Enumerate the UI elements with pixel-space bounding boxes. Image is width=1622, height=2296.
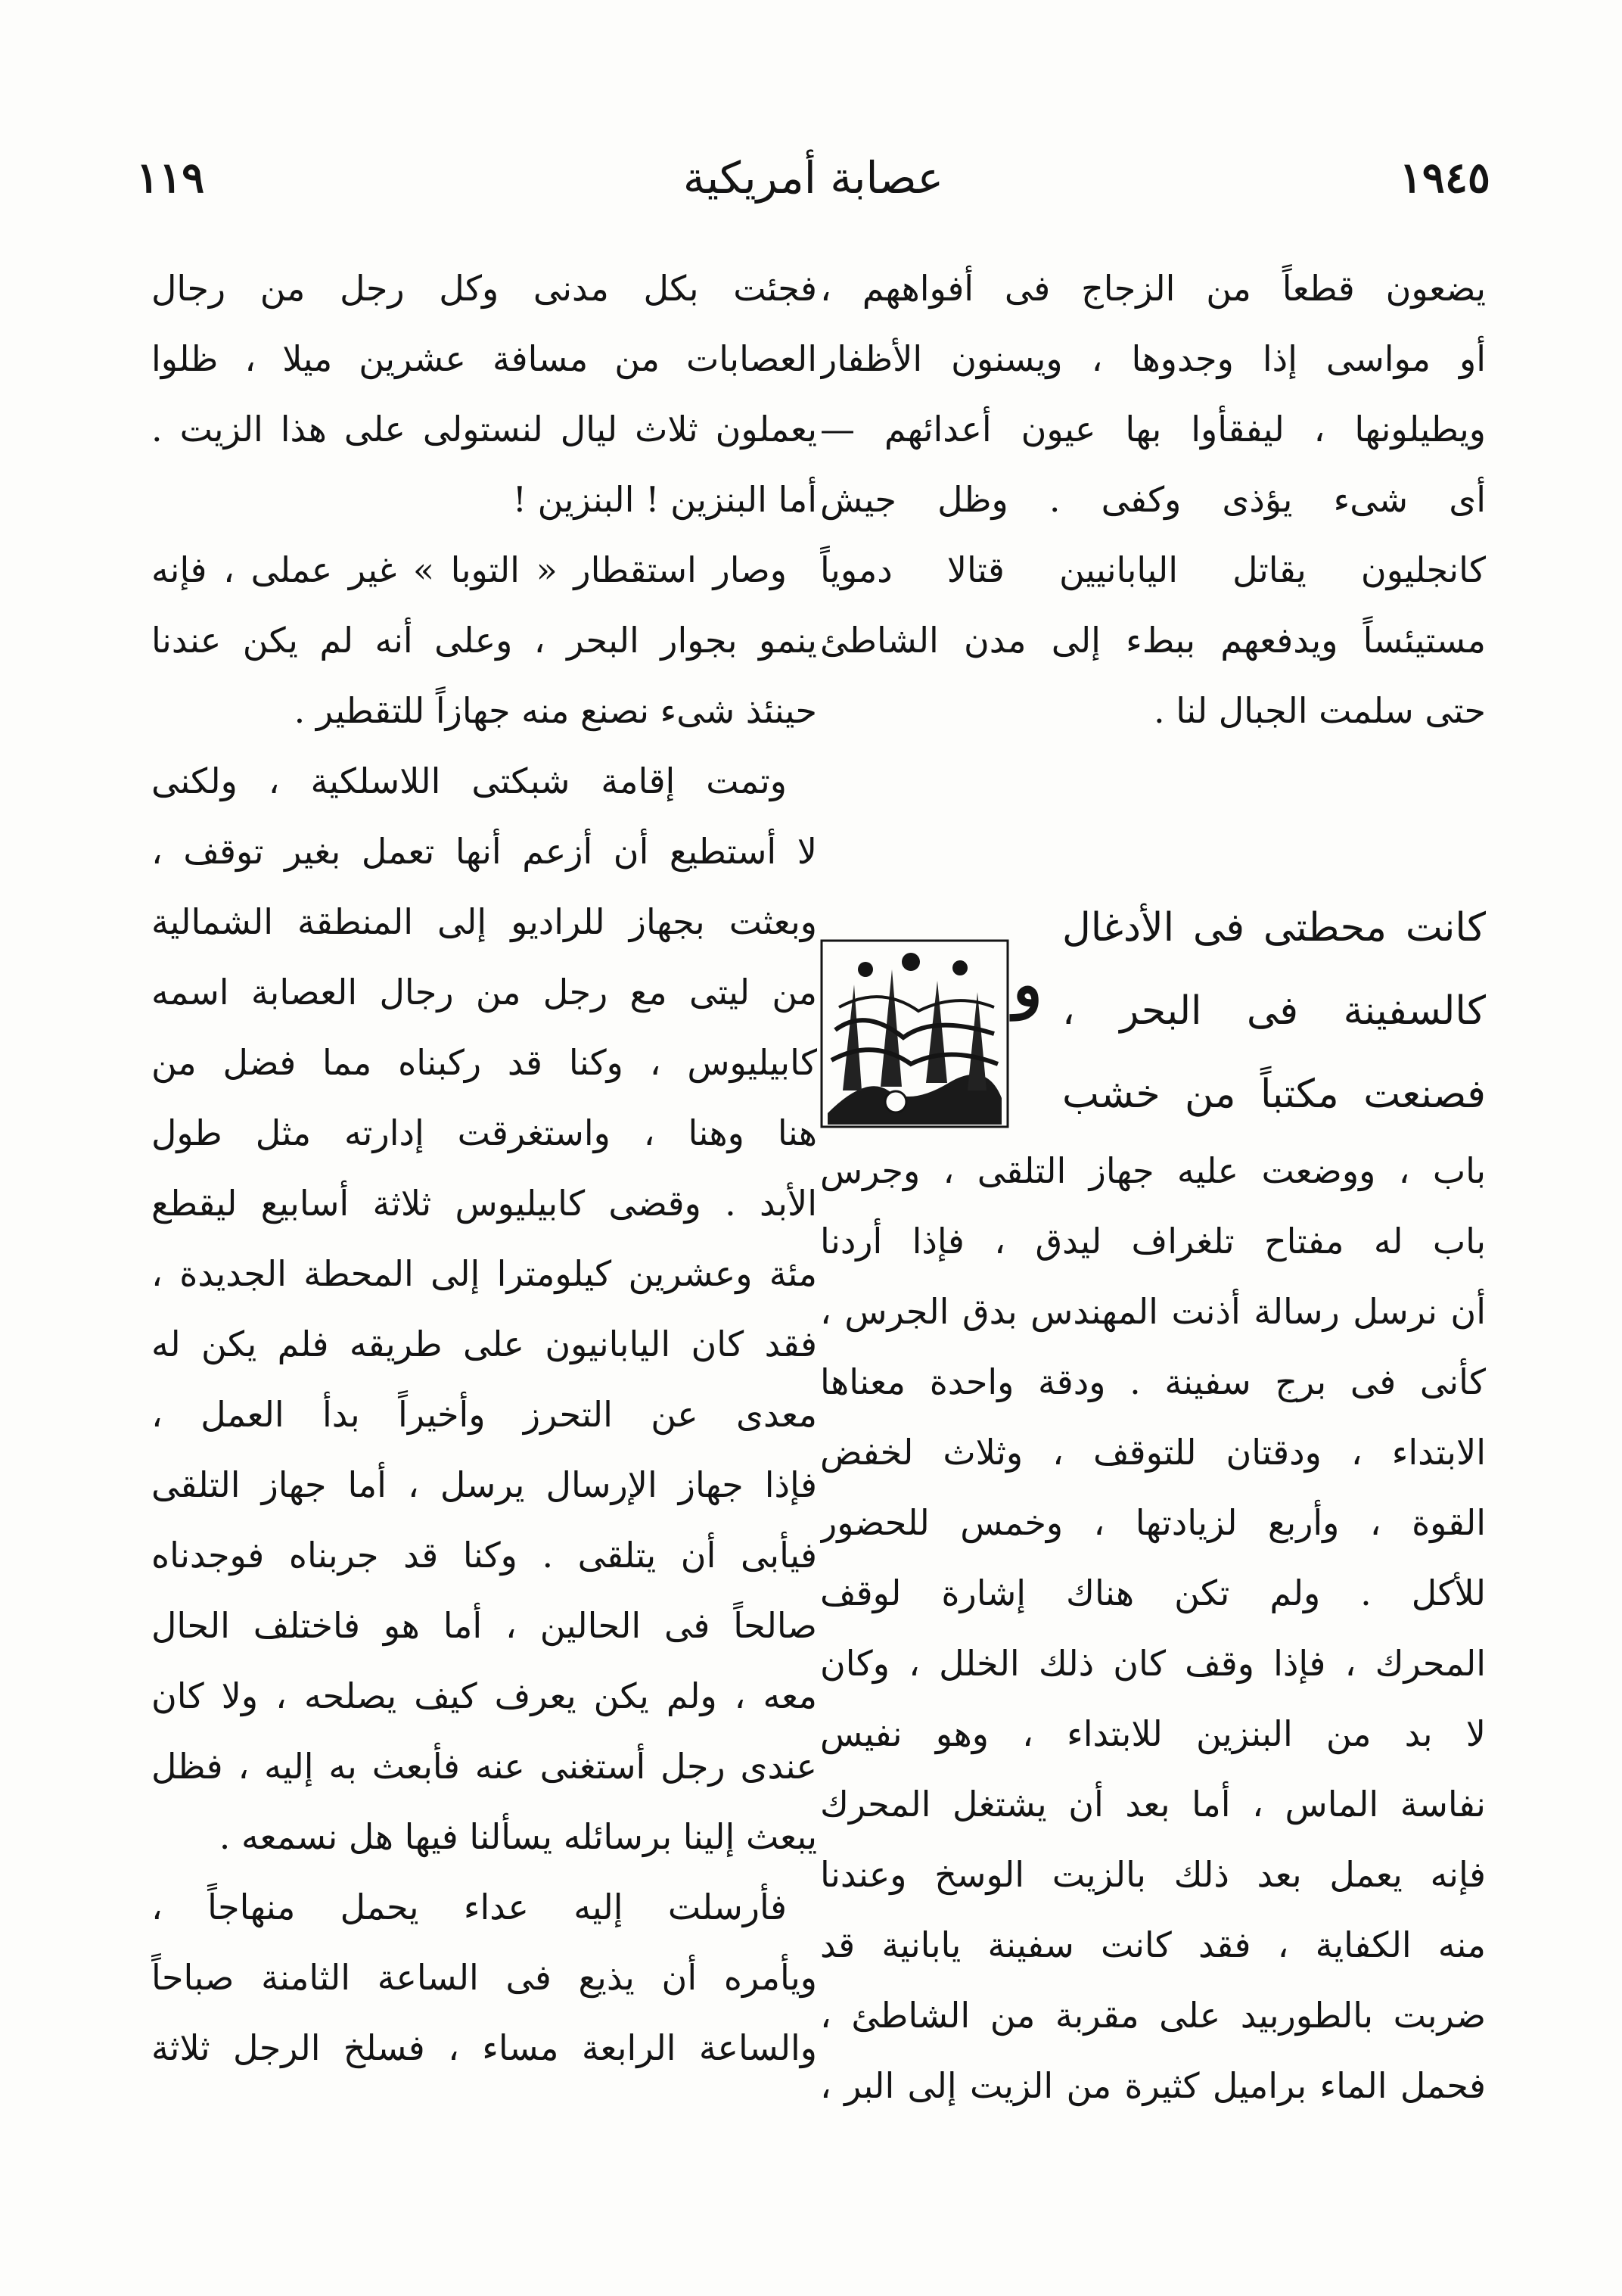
text-line: فيأبى أن يتلقى . وكنا قد جربناه فوجدناه xyxy=(151,1535,817,1576)
section-gap xyxy=(820,746,1486,886)
text-line: كأنى فى برج سفينة . ودقة واحدة معناها xyxy=(820,1361,1486,1402)
text-line: باب ، ووضعت عليه جهاز التلقى ، وجرس xyxy=(820,1150,1486,1191)
running-header xyxy=(136,148,1490,223)
text-line: والساعة الرابعة مساء ، فسلخ الرجل ثلاثة xyxy=(151,2027,817,2068)
text-line: كانت محطتى فى الأدغال xyxy=(1062,905,1486,950)
text-line: مئة وعشرين كيلومترا إلى المحطة الجديدة ، xyxy=(151,1253,817,1294)
text-line: حتى سلمت الجبال لنا . xyxy=(1153,690,1486,731)
text-line: فقد كان اليابانيون على طريقه فلم يكن له xyxy=(151,1324,817,1364)
text-line: كالسفينة فى البحر ، xyxy=(1062,988,1486,1034)
text-line: حينئذ شىء نصنع منه جهازاً للتقطير . xyxy=(294,690,817,731)
text-line: الأبد . وقضى كابيليوس ثلاثة أسابيع ليقطع xyxy=(151,1183,817,1224)
text-line: يبعث إلينا برسائله يسألنا فيها هل نسمعه . xyxy=(219,1816,817,1857)
text-line: يعملون ثلاث ليال لنستولى على هذا الزيت . xyxy=(151,409,817,450)
header-title: عصابة أمريكية xyxy=(682,152,944,204)
right-column xyxy=(820,254,1486,2121)
text-line: الابتداء ، ودقتان للتوقف ، وثلاث لخفض xyxy=(820,1432,1486,1473)
text-line: فجئت بكل مدنى وكل رجل من رجال xyxy=(151,268,817,309)
text-line: هنا وهنا ، واستغرقت إدارته مثل طول xyxy=(151,1112,817,1153)
text-line: معه ، ولم يكن يعرف كيف يصلحه ، ولا كان xyxy=(151,1675,817,1716)
text-line: فإنه يعمل بعد ذلك بالزيت الوسخ وعندنا xyxy=(820,1854,1486,1895)
text-line: مستيئساً ويدفعهم ببطء إلى مدن الشاطئ xyxy=(820,620,1486,661)
text-line: القوة ، وأربع لزيادتها ، وخمس للحضور xyxy=(820,1502,1486,1543)
text-line: كانجليون يقاتل اليابانيين قتالا دموياً xyxy=(820,549,1486,590)
text-line: المحرك ، فإذا وقف كان ذلك الخلل ، وكان xyxy=(820,1643,1486,1684)
text-line: أما البنزين ! البنزين ! xyxy=(512,479,817,520)
text-line: للأكل . ولم تكن هناك إشارة لوقف xyxy=(820,1573,1486,1613)
text-line: أو مواسى إذا وجدوها ، ويسنون الأظفار xyxy=(820,338,1486,379)
text-line: فأرسلت إليه عداء يحمل منهاجاً ، xyxy=(151,1887,787,1927)
header-year: ١٩٤٥ xyxy=(1399,153,1490,203)
text-line: باب له مفتاح تلغراف ليدق ، فإذا أردنا xyxy=(820,1221,1486,1262)
drop-cap: و xyxy=(1013,949,1042,1020)
text-line: معدى عن التحرز وأخيراً بدأ العمل ، xyxy=(151,1394,817,1435)
text-line: فإذا جهاز الإرسال يرسل ، أما جهاز التلقى xyxy=(151,1464,817,1505)
text-line: منه الكفاية ، فقد كانت سفينة يابانية قد xyxy=(820,1924,1486,1965)
right-column-top-paragraph xyxy=(820,254,1486,746)
text-line: وصار استقطار « التوبا » غير عملى ، فإنه xyxy=(151,549,787,590)
text-line: ينمو بجوار البحر ، وعلى أنه لم يكن عندنا xyxy=(151,620,817,661)
text-line: عندى رجل أستغنى عنه فأبعث به إليه ، فظل xyxy=(151,1746,817,1787)
text-line: العصابات من مسافة عشرين ميلا ، ظلوا xyxy=(151,338,817,379)
text-line: لا أستطيع أن أزعم أنها تعمل بغير توقف ، xyxy=(151,831,817,872)
section-heading-lines xyxy=(1062,886,1486,1136)
text-line: وتمت إقامة شبكتى اللاسلكية ، ولكنى xyxy=(151,761,787,801)
text-line: من ليتى مع رجل من رجال العصابة اسمه xyxy=(151,972,817,1013)
text-line: أى شىء يؤذى وكفى . وظل جيش xyxy=(820,479,1486,520)
text-line: ضربت بالطوربيد على مقربة من الشاطئ ، xyxy=(820,1995,1486,2036)
text-line: كابيليوس ، وكنا قد ركبناه مما فضل من xyxy=(151,1042,817,1083)
text-line: لا بد من البنزين للابتداء ، وهو نفيس xyxy=(820,1713,1486,1754)
text-line: يضعون قطعاً من الزجاج فى أفواههم ، xyxy=(820,268,1486,309)
text-line: وبعثت بجهاز للراديو إلى المنطقة الشمالية xyxy=(151,901,817,942)
text-line: فحمل الماء براميل كثيرة من الزيت إلى البر ، xyxy=(820,2065,1486,2106)
jungle-vignette-illustration xyxy=(820,939,1009,1128)
page-number: ١١٩ xyxy=(136,153,205,203)
text-line: ويأمره أن يذيع فى الساعة الثامنة صباحاً xyxy=(151,1957,817,1998)
section-opening xyxy=(820,886,1486,1136)
text-line: فصنعت مكتباً من خشب xyxy=(1062,1072,1486,1117)
text-line: ويطيلونها ، ليفقأوا بها عيون أعدائهم — xyxy=(820,409,1486,450)
left-column xyxy=(151,254,817,2083)
text-line: صالحاً فى الحالين ، أما هو فاختلف الحال xyxy=(151,1605,817,1646)
text-line: نفاسة الماس ، أما بعد أن يشتغل المحرك xyxy=(820,1784,1486,1825)
text-line: أن نرسل رسالة أذنت المهندس بدق الجرس ، xyxy=(820,1291,1486,1332)
right-column-bottom-paragraph xyxy=(820,1136,1486,2121)
